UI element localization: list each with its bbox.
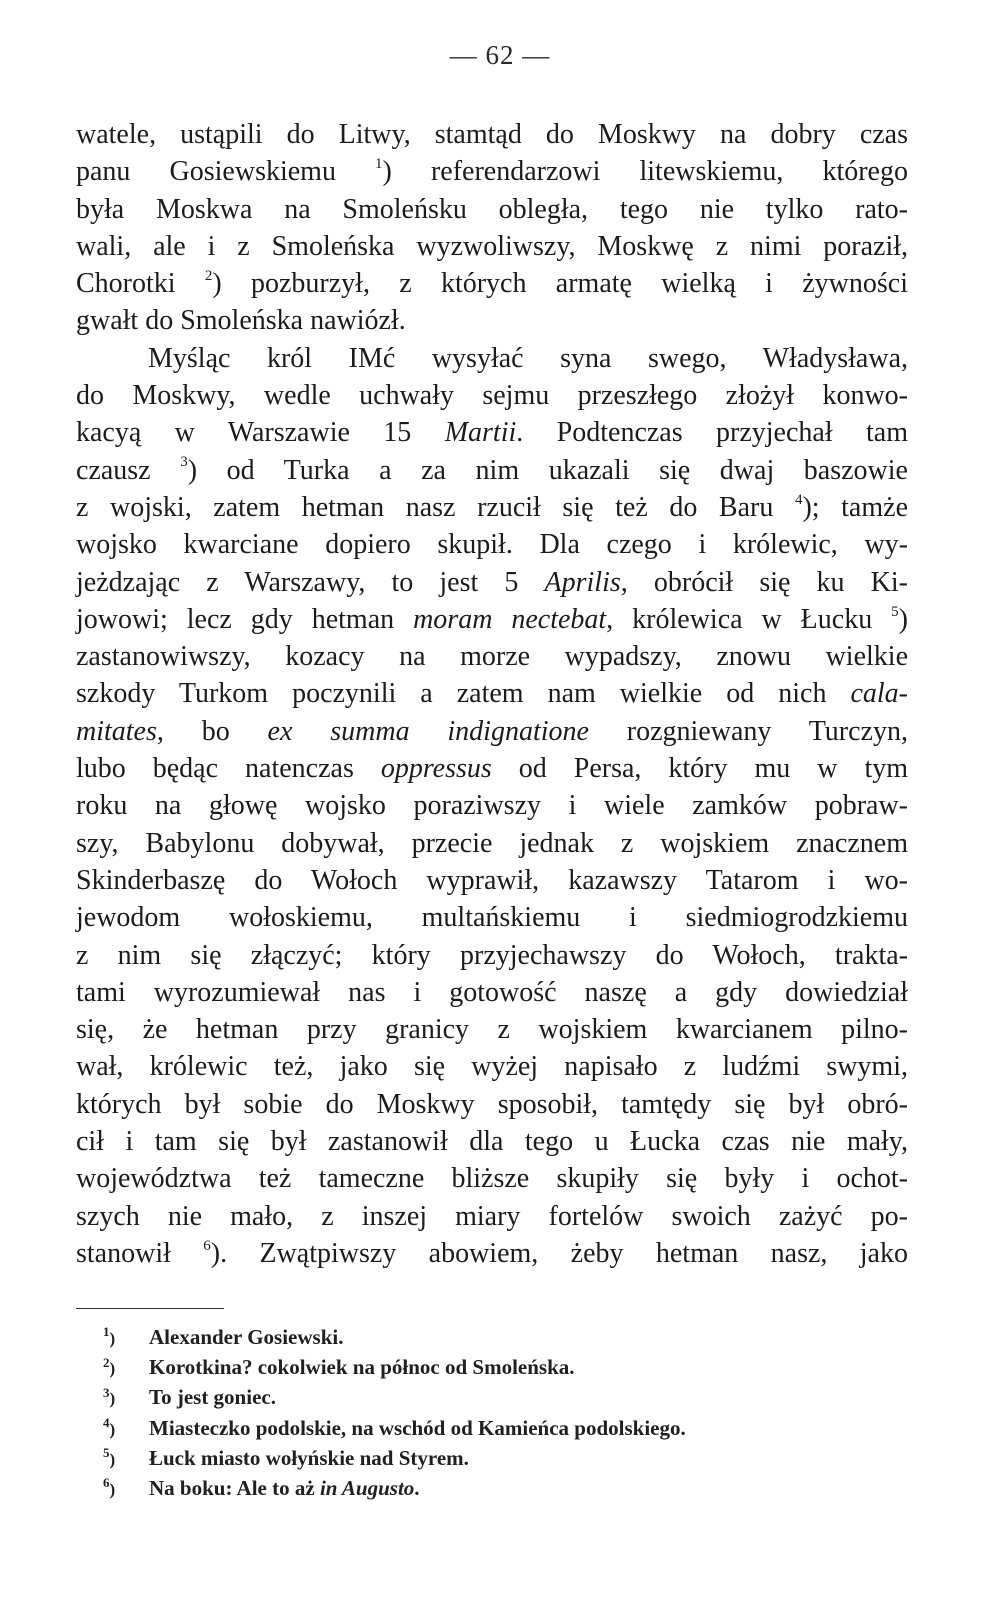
text-line	[76, 974, 908, 1011]
text-line	[76, 302, 908, 339]
text-run: rozgniewany Turczyn,	[588, 715, 908, 747]
text-line	[76, 862, 908, 899]
text-line	[76, 1011, 908, 1048]
text-run: Na boku: Ale to aż	[149, 1475, 320, 1500]
text-line	[76, 452, 908, 489]
text-run: jowowi; lecz gdy hetman	[76, 603, 414, 635]
text-line	[76, 414, 908, 451]
text-run: szy, Babylonu dobywał, przecie jednak z wojskiem znacznem	[76, 827, 908, 859]
text-line	[76, 899, 908, 936]
text-line	[76, 377, 908, 414]
text-line	[76, 787, 908, 824]
page-number: — 62 —	[449, 40, 551, 70]
text-run: zastanowiwszy, kozacy na morze wypadszy, znowu wielkie	[76, 641, 908, 673]
footnote	[103, 1352, 903, 1382]
text-run: cił i tam się był zastanowił dla tego u Łucka czas nie mały,	[76, 1126, 908, 1158]
text-run: lubo będąc natenczas	[76, 753, 381, 785]
footnote-marker: 3	[180, 454, 188, 471]
text-run: stanowił	[76, 1237, 204, 1269]
footnote-number-value: 1	[103, 1324, 110, 1340]
text-run: .	[414, 1475, 420, 1500]
footnote-number-value: 5	[103, 1445, 110, 1461]
italic-text: in Augusto	[319, 1475, 415, 1500]
italic-text: cala-	[850, 678, 908, 710]
text-line	[76, 825, 908, 862]
text-run: ); tamże	[802, 491, 908, 523]
text-run: kacyą w Warszawie 15	[76, 417, 445, 449]
text-line	[76, 750, 908, 787]
text-run: Łuck miasto wołyńskie nad Styrem.	[149, 1445, 469, 1470]
italic-text: Martii	[444, 417, 517, 449]
footnote-number: $^5$)	[103, 1445, 116, 1469]
text-run: watele, ustąpili do Litwy, stamtąd do Moskwy na dobry czas	[76, 119, 908, 150]
text-line	[76, 601, 908, 638]
footnote-number: $^2$)	[103, 1354, 116, 1379]
text-run: do Moskwy, wedle uchwały sejmu przeszłego złożył konwo-	[76, 380, 908, 412]
text-line	[76, 1160, 908, 1197]
italic-text: moram nectebat	[413, 603, 607, 635]
text-run: Alexander Gosiewski.	[149, 1325, 344, 1349]
text-run: się, że hetman przy granicy z wojskiem kwarcianem pilno-	[76, 1014, 908, 1046]
text-line	[76, 489, 908, 526]
footnote-marker: 6	[203, 1237, 211, 1254]
text-run: jewodom wołoskiemu, multańskiemu i siedmiogrodzkiemu	[76, 902, 908, 934]
footnote	[103, 1473, 903, 1503]
text-run: szkody Turkom poczynili a zatem nam wielkie od nich	[76, 678, 851, 710]
text-line	[76, 937, 908, 974]
text-line	[76, 713, 908, 750]
text-run: Korotkina? cokolwiek na północ od Smoleńska.	[149, 1355, 575, 1380]
footnote	[103, 1443, 903, 1473]
footnote	[103, 1322, 903, 1352]
text-run: tami wyrozumiewał nas i gotowość naszę a gdy dowiedział	[76, 976, 908, 1008]
text-line	[76, 1048, 908, 1085]
italic-text: oppressus	[380, 753, 492, 785]
footnote-number-value: 3	[103, 1384, 110, 1400]
footnote-number: $^3$)	[103, 1384, 116, 1409]
text-run: z nim się złączyć; który przyjechawszy do Wołoch, trakta-	[76, 939, 908, 971]
italic-text: Aprilis	[544, 566, 621, 598]
text-run: , królewica w Łucku	[606, 603, 892, 635]
text-run: panu Gosiewskiemu	[76, 156, 376, 188]
text-run: To jest goniec.	[149, 1385, 276, 1410]
text-run: województwa też tameczne bliższe skupiły się były i ochot-	[76, 1163, 908, 1195]
footnote	[103, 1413, 903, 1443]
text-line	[76, 340, 908, 377]
text-run: Chorotki	[76, 268, 205, 300]
text-line	[76, 1086, 908, 1123]
text-run: ) pozburzył, z których armatę wielką i żywności	[212, 268, 908, 300]
body-text	[76, 116, 908, 1272]
text-run: Myśląc król IMć wysyłać syna swego, Władysława,	[148, 342, 908, 374]
footnote-separator	[76, 1308, 224, 1309]
text-run: z wojski, zatem hetman nasz rzucił się też do Baru	[76, 491, 795, 523]
text-line	[76, 191, 908, 228]
text-run: od Persa, który mu w tym	[491, 753, 908, 785]
text-line	[76, 675, 908, 712]
text-line	[76, 1235, 908, 1272]
text-run: Skinderbaszę do Wołoch wyprawił, kazawszy Tatarom i wo-	[76, 864, 908, 896]
text-line	[76, 564, 908, 601]
text-line	[76, 1198, 908, 1235]
text-line	[76, 1123, 908, 1160]
text-run: , bo	[156, 715, 268, 747]
footnote-marker: 5	[891, 603, 899, 620]
footnote-number: $^4$)	[103, 1414, 116, 1439]
footnote	[103, 1382, 903, 1412]
text-run: szych nie mało, z inszej miary fortelów swoich zażyć po-	[76, 1200, 908, 1232]
footnote-number: $^1$)	[103, 1324, 116, 1348]
text-run: ). Zwątpiwszy abowiem, żeby hetman nasz, jako	[210, 1237, 908, 1269]
footnote-marker: 2	[204, 267, 213, 284]
text-run: czausz	[76, 454, 181, 486]
footnote-number-value: 4	[103, 1414, 110, 1430]
italic-text: ex summa indignatione	[267, 715, 589, 747]
footnote-number-value: 6	[103, 1475, 110, 1491]
text-line	[76, 265, 908, 302]
text-run: wali, ale i z Smoleńska wyzwoliwszy, Moskwę z nimi poraził,	[76, 230, 908, 262]
text-line	[76, 638, 908, 675]
footnote-marker: 4	[794, 491, 803, 508]
text-run: roku na głowę wojsko poraziwszy i wiele zamków pobraw-	[76, 790, 908, 822]
text-run: ) od Turka a za nim ukazali się dwaj baszowie	[187, 454, 908, 486]
text-run: wojsko kwarciane dopiero skupił. Dla czego i królewic, wy-	[76, 529, 908, 561]
text-line	[76, 153, 908, 190]
text-run: była Moskwa na Smoleńsku obległa, tego nie tylko rato-	[76, 193, 908, 225]
text-run: gwałt do Smoleńska nawiózł.	[76, 305, 406, 337]
footnote-number: $^6$)	[103, 1475, 116, 1499]
footnote-marker: 1	[375, 155, 383, 172]
text-run: których był sobie do Moskwy sposobił, tamtędy się był obró-	[76, 1088, 908, 1120]
text-run: wał, królewic też, jako się wyżej napisało z ludźmi swymi,	[76, 1051, 908, 1083]
text-run: . Podtenczas przyjechał tam	[516, 417, 908, 449]
footnotes	[103, 1322, 903, 1503]
text-run: ) referendarzowi litewskiemu, którego	[382, 156, 908, 188]
footnote-number-value: 2	[103, 1354, 110, 1370]
text-line	[76, 228, 908, 265]
text-run: , obrócił się ku Ki-	[620, 566, 908, 598]
text-run: )	[898, 603, 908, 635]
text-line	[76, 526, 908, 563]
text-run: jeżdzając z Warszawy, to jest 5	[76, 566, 545, 598]
italic-text: mitates	[76, 715, 157, 747]
text-run: Miasteczko podolskie, na wschód od Kamieńca podolskiego.	[149, 1415, 686, 1440]
text-line	[76, 116, 908, 153]
